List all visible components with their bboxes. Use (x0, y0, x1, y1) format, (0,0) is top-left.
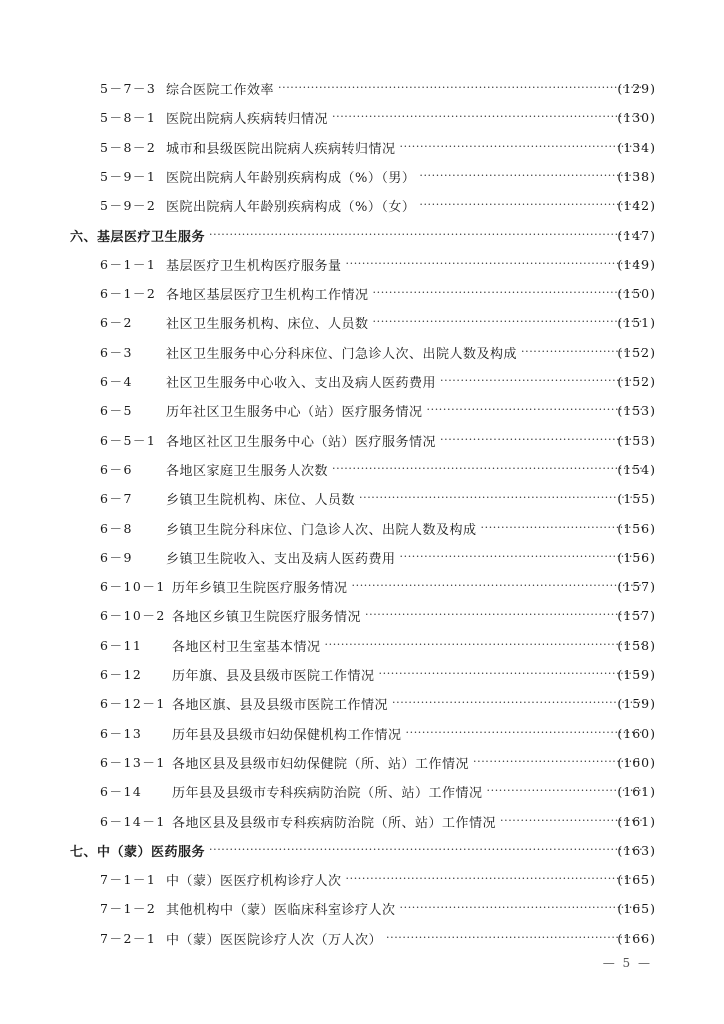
toc-entry[interactable] (0, 103, 724, 132)
toc-entry-title: 历年旗、县及县级市医院工作情况 (172, 669, 375, 684)
toc-page-number: (160) (617, 754, 656, 770)
toc-entry-title: 综合医院工作效率 (166, 83, 275, 98)
toc-entry[interactable] (0, 514, 724, 543)
toc-page-number: (156) (617, 520, 656, 536)
toc-section-heading[interactable] (0, 836, 724, 865)
toc-entry-number: 7－1－1 (100, 872, 157, 888)
toc-entry[interactable] (0, 572, 724, 601)
toc-entry[interactable] (0, 631, 724, 660)
page-number: — 5 — (602, 956, 652, 970)
toc-page-number: (142) (617, 198, 656, 214)
toc-page-number: (165) (617, 901, 656, 917)
toc-entry[interactable] (0, 660, 724, 689)
toc-entry-title: 社区卫生服务中心收入、支出及病人医药费用 (166, 376, 437, 391)
leader-dots (209, 836, 644, 865)
toc-entry-number: 6－10－1 (100, 579, 166, 595)
toc-entry-number: 6－13－1 (100, 754, 166, 770)
toc-entry[interactable] (0, 689, 724, 718)
section-title: 七、中（蒙）医药服务 (70, 844, 206, 860)
toc-entry-title: 各地区家庭卫生服务人次数 (166, 463, 329, 479)
leader-dots (332, 455, 644, 484)
toc-page-number: (152) (617, 374, 656, 389)
toc-entry-number: 6－6 (100, 461, 133, 477)
toc-page-number: (156) (617, 549, 656, 565)
toc-entry-title: 历年县及县级市专科疾病防治院（所、站）工作情况 (172, 786, 483, 802)
leader-dots (352, 572, 644, 601)
toc-page-number: (159) (617, 696, 656, 712)
toc-entry-number: 6－8 (100, 520, 133, 536)
toc-entry[interactable] (0, 748, 724, 777)
toc-entry-title: 各地区村卫生室基本情况 (172, 639, 321, 655)
toc-entry[interactable] (0, 191, 724, 220)
toc-entry-number: 6－1－1 (100, 256, 157, 272)
toc-entry-number: 6－12 (100, 667, 143, 682)
toc-entry-title: 各地区县及县级市专科疾病防治院（所、站）工作情况 (172, 815, 497, 831)
toc-page-number: (163) (617, 842, 656, 858)
toc-entry[interactable] (0, 250, 724, 279)
leader-dots (379, 660, 644, 689)
leader-dots (400, 543, 644, 572)
toc-entry-number: 6－14－1 (100, 813, 166, 829)
toc-entry-title: 各地区县及县级市妇幼保健院（所、站）工作情况 (172, 756, 470, 772)
toc-entry-title: 医院出院病人疾病转归情况 (166, 112, 329, 128)
leader-dots (440, 367, 644, 396)
toc-entry-title: 各地区社区卫生服务中心（站）医疗服务情况 (166, 434, 437, 450)
toc-entry-number: 6－9 (100, 549, 133, 565)
toc-entry[interactable] (0, 74, 724, 103)
toc-entry-number: 6－13 (100, 725, 143, 741)
toc-entry-number: 6－4 (100, 374, 133, 389)
leader-dots (400, 894, 644, 923)
toc-entry-title: 医院出院病人年龄别疾病构成（%）（女） (166, 200, 416, 216)
toc-entry-title: 其他机构中（蒙）医临床科室诊疗人次 (166, 903, 396, 919)
toc-entry-number: 6－14 (100, 784, 143, 800)
toc-entry-number: 5－9－2 (100, 198, 157, 214)
leader-dots (440, 426, 644, 455)
toc-entry[interactable] (0, 924, 724, 953)
toc-entry[interactable] (0, 777, 724, 806)
toc-entry-title: 历年乡镇卫生院医疗服务情况 (172, 581, 348, 597)
toc-entry-title: 中（蒙）医医院诊疗人次（万人次） (166, 932, 383, 948)
toc-entry[interactable] (0, 601, 724, 630)
toc-entry-number: 6－10－2 (100, 608, 166, 624)
leader-dots (278, 74, 644, 103)
toc-entry[interactable] (0, 367, 724, 396)
toc-entry-title: 历年县及县级市妇幼保健机构工作情况 (172, 727, 402, 743)
toc-entry[interactable] (0, 455, 724, 484)
toc-entry-number: 6－5 (100, 403, 133, 419)
toc-page-number: (154) (617, 461, 656, 477)
toc-entry[interactable] (0, 133, 724, 162)
leader-dots (373, 308, 644, 337)
toc-entry-title: 医院出院病人年龄别疾病构成（%）（男） (166, 170, 416, 186)
toc-entry-number: 5－9－1 (100, 168, 157, 184)
toc-page-number: (161) (617, 813, 656, 829)
leader-dots (373, 279, 644, 308)
toc-page-number: (166) (617, 930, 656, 946)
toc-page-number: (151) (617, 315, 656, 331)
leader-dots (400, 133, 644, 162)
toc-entry-number: 5－8－1 (100, 110, 157, 126)
toc-page-number: (147) (617, 227, 656, 243)
leader-dots (406, 719, 644, 748)
section-title: 六、基层医疗卫生服务 (70, 229, 206, 245)
toc-entry[interactable] (0, 484, 724, 513)
leader-dots (392, 689, 644, 718)
toc-entry-number: 6－11 (100, 637, 143, 653)
toc-entry[interactable] (0, 719, 724, 748)
leader-dots (419, 162, 644, 191)
toc-entry-number: 7－1－2 (100, 901, 157, 917)
toc-entry-number: 6－3 (100, 344, 133, 360)
toc-entry-title: 乡镇卫生院机构、床位、人员数 (166, 493, 356, 509)
toc-page-number: (138) (617, 168, 656, 184)
toc-entry[interactable] (0, 543, 724, 572)
toc-entry[interactable] (0, 865, 724, 894)
toc-page-number: (130) (617, 110, 656, 126)
toc-entry-number: 7－2－1 (100, 930, 157, 946)
toc-entry-number: 6－2 (100, 315, 133, 331)
toc-entry[interactable] (0, 279, 724, 308)
leader-dots (419, 191, 644, 220)
toc-page-number: (149) (617, 256, 656, 272)
toc-entry-number: 6－5－1 (100, 432, 157, 448)
leader-dots (325, 631, 644, 660)
leader-dots (427, 396, 644, 425)
leader-dots (359, 484, 644, 513)
leader-dots (346, 250, 644, 279)
toc-entry-number: 6－1－2 (100, 286, 157, 302)
toc-page-number: (153) (617, 432, 656, 448)
toc-page-number: (157) (617, 579, 656, 595)
toc-page-number: (161) (617, 784, 656, 800)
toc-entry-title: 城市和县级医院出院病人疾病转归情况 (166, 141, 396, 157)
toc-page-number: (160) (617, 725, 656, 741)
toc-entry-title: 各地区旗、县及县级市医院工作情况 (172, 698, 389, 714)
toc-entry-number: 5－7－3 (100, 81, 157, 96)
toc-page-number: (152) (617, 344, 656, 360)
toc-entry-number: 5－8－2 (100, 139, 157, 155)
toc-entry-title: 乡镇卫生院收入、支出及病人医药费用 (166, 551, 396, 567)
toc-entry-title: 各地区乡镇卫生院医疗服务情况 (172, 610, 362, 626)
toc-page-number: (134) (617, 139, 656, 155)
toc-page-number: (150) (617, 286, 656, 302)
toc-entry-number: 6－7 (100, 491, 133, 507)
toc-entry[interactable] (0, 807, 724, 836)
toc-entry-title: 社区卫生服务中心分科床位、门急诊人次、出院人数及构成 (166, 346, 518, 362)
toc-page-number: (157) (617, 608, 656, 624)
toc-entry-title: 历年社区卫生服务中心（站）医疗服务情况 (166, 405, 423, 421)
toc-entry[interactable] (0, 308, 724, 337)
leader-dots (332, 103, 644, 132)
toc-entry[interactable] (0, 426, 724, 455)
toc-entry-title: 社区卫生服务机构、床位、人员数 (166, 317, 369, 333)
toc-entry-number: 6－12－1 (100, 696, 166, 712)
leader-dots (386, 924, 644, 953)
toc-entry[interactable] (0, 894, 724, 923)
toc-entry-title: 基层医疗卫生机构医疗服务量 (166, 258, 342, 274)
leader-dots (346, 865, 644, 894)
toc-section-heading[interactable] (0, 221, 724, 250)
toc-entry-title: 各地区基层医疗卫生机构工作情况 (166, 288, 369, 304)
toc-entry[interactable] (0, 396, 724, 425)
toc-page-number: (158) (617, 637, 656, 653)
toc-page-number: (159) (617, 667, 656, 682)
leader-dots (209, 221, 644, 250)
toc-entry[interactable] (0, 162, 724, 191)
toc-page-number: (165) (617, 872, 656, 888)
toc-page-number: (153) (617, 403, 656, 419)
toc-page-number: (129) (617, 81, 656, 96)
leader-dots (365, 601, 644, 630)
toc-entry-title: 乡镇卫生院分科床位、门急诊人次、出院人数及构成 (166, 522, 477, 538)
toc-entry[interactable] (0, 338, 724, 367)
toc-entry-title: 中（蒙）医医疗机构诊疗人次 (166, 874, 342, 890)
toc-page-number: (155) (617, 491, 656, 507)
